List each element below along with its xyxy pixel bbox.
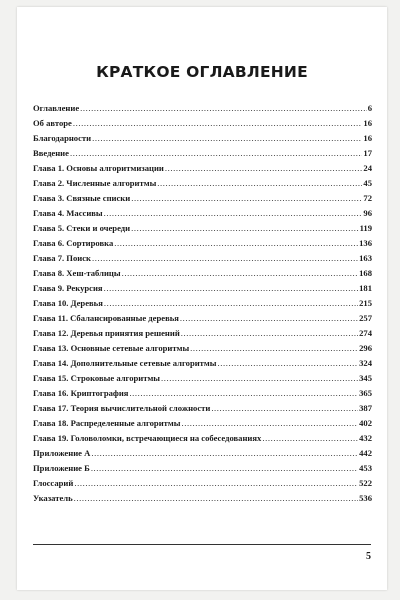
toc-entry-page: 536	[359, 493, 372, 503]
dot-leader	[114, 236, 358, 251]
toc-entry-label: Глава 15. Строковые алгоритмы	[33, 373, 161, 383]
toc-entry-page: 16	[363, 118, 372, 128]
dot-leader	[104, 206, 363, 221]
toc-entry	[33, 266, 372, 281]
toc-entry-label: Глава 2. Численные алгоритмы	[33, 178, 157, 188]
toc-entry	[33, 161, 372, 176]
toc-entry-page: 365	[359, 388, 372, 398]
toc-entry-label: Глава 13. Основные сетевые алгоритмы	[33, 343, 190, 353]
dot-leader	[181, 326, 358, 341]
dot-leader	[104, 281, 359, 296]
toc-entry-label: Приложение А	[33, 448, 91, 458]
toc-entry-label: Глава 1. Основы алгоритмизации	[33, 163, 164, 173]
toc-entry-page: 24	[363, 163, 372, 173]
dot-leader	[70, 146, 362, 161]
toc-entry-label: Глава 16. Криптография	[33, 388, 129, 398]
toc-entry	[33, 446, 372, 461]
toc-entry-label: Благодарности	[33, 133, 92, 143]
toc-entry-page: 296	[359, 343, 372, 353]
toc-entry	[33, 116, 372, 131]
dot-leader	[91, 461, 358, 476]
toc-entry-page: 17	[363, 148, 372, 158]
page-number: 5	[366, 551, 371, 562]
dot-leader	[161, 371, 358, 386]
toc-entry-page: 453	[359, 463, 372, 473]
toc-entry	[33, 386, 372, 401]
toc-entry	[33, 476, 372, 491]
toc-entry-page: 215	[359, 298, 372, 308]
dot-leader	[129, 386, 358, 401]
toc-entry-label: Глава 7. Поиск	[33, 253, 91, 263]
dot-leader	[74, 491, 358, 506]
dot-leader	[80, 101, 367, 116]
dot-leader	[131, 191, 362, 206]
toc-entry	[33, 371, 372, 386]
toc-entry-label: Глава 3. Связные списки	[33, 193, 131, 203]
toc-entry-page: 72	[363, 193, 372, 203]
toc-entry	[33, 296, 372, 311]
toc-entry	[33, 311, 372, 326]
toc-entry	[33, 461, 372, 476]
toc-entry-label: Глава 5. Стеки и очереди	[33, 223, 131, 233]
toc-entry-page: 96	[363, 208, 372, 218]
toc-entry-label: Оглавление	[33, 103, 80, 113]
toc-entry	[33, 176, 372, 191]
toc-entry	[33, 131, 372, 146]
dot-leader	[165, 161, 363, 176]
toc-entry-page: 274	[359, 328, 372, 338]
page-title: КРАТКОЕ ОГЛАВЛЕНИЕ	[96, 63, 308, 81]
toc-entry-page: 345	[359, 373, 372, 383]
dot-leader	[157, 176, 362, 191]
dot-leader	[211, 401, 358, 416]
dot-leader	[181, 416, 358, 431]
dot-leader	[190, 341, 358, 356]
toc-entry-page: 168	[359, 268, 372, 278]
toc-entry-label: Глава 14. Дополнительные сетевые алгоритмы	[33, 358, 217, 368]
toc-entry-page: 119	[359, 223, 372, 233]
toc-entry-label: Глава 6. Сортировка	[33, 238, 114, 248]
toc-entry-page: 387	[359, 403, 372, 413]
toc-entry-page: 432	[359, 433, 372, 443]
toc-entry	[33, 431, 372, 446]
toc-entry-label: Глава 17. Теория вычислительной сложности	[33, 403, 211, 413]
dot-leader	[217, 356, 358, 371]
toc-entry-page: 136	[359, 238, 372, 248]
toc-entry-label: Приложение Б	[33, 463, 90, 473]
toc-entry-label: Глава 4. Массивы	[33, 208, 103, 218]
dot-leader	[92, 251, 358, 266]
toc-entry-label: Глава 18. Распределенные алгоритмы	[33, 418, 181, 428]
toc-entry-label: Об авторе	[33, 118, 72, 128]
toc-entry-page: 402	[359, 418, 372, 428]
dot-leader	[104, 296, 358, 311]
dot-leader	[131, 221, 358, 236]
toc-entry	[33, 191, 372, 206]
dot-leader	[180, 311, 358, 326]
toc-entry-label: Глава 9. Рекурсия	[33, 283, 103, 293]
dot-leader	[73, 116, 363, 131]
dot-leader	[91, 446, 358, 461]
toc-entry-label: Глоссарий	[33, 478, 74, 488]
toc-entry-label: Глава 10. Деревья	[33, 298, 103, 308]
toc-entry-page: 6	[367, 103, 372, 113]
dot-leader	[92, 131, 362, 146]
dot-leader	[122, 266, 359, 281]
toc-entry	[33, 206, 372, 221]
dot-leader	[74, 476, 358, 491]
toc-entry	[33, 146, 372, 161]
toc-entry	[33, 281, 372, 296]
toc-entry-label: Глава 19. Головоломки, встречающиеся на собеседованиях	[33, 433, 262, 443]
toc-entry-page: 522	[359, 478, 372, 488]
toc-entry-label: Глава 8. Хеш-таблицы	[33, 268, 121, 278]
toc-entry-label: Введение	[33, 148, 69, 158]
toc-entry-label: Глава 12. Деревья принятия решений	[33, 328, 180, 338]
toc-entry-page: 324	[359, 358, 372, 368]
toc-entry	[33, 356, 372, 371]
footer-rule	[33, 544, 371, 545]
toc-entry	[33, 326, 372, 341]
toc-entry-page: 163	[359, 253, 372, 263]
toc-entry	[33, 221, 372, 236]
toc-entry	[33, 491, 372, 506]
toc-entry-label: Указатель	[33, 493, 73, 503]
toc-entry	[33, 101, 372, 116]
toc-entry-page: 181	[359, 283, 372, 293]
toc-entry	[33, 341, 372, 356]
toc-entry	[33, 251, 372, 266]
toc-entry	[33, 416, 372, 431]
toc-entry-label: Глава 11. Сбалансированные деревья	[33, 313, 179, 323]
toc-entry-page: 16	[363, 133, 372, 143]
toc-entry-page: 257	[359, 313, 372, 323]
toc-entry-page: 45	[363, 178, 372, 188]
toc-entry-page: 442	[359, 448, 372, 458]
book-page	[17, 7, 387, 590]
toc-entry	[33, 401, 372, 416]
dot-leader	[262, 431, 358, 446]
toc-entry	[33, 236, 372, 251]
table-of-contents	[33, 101, 372, 506]
